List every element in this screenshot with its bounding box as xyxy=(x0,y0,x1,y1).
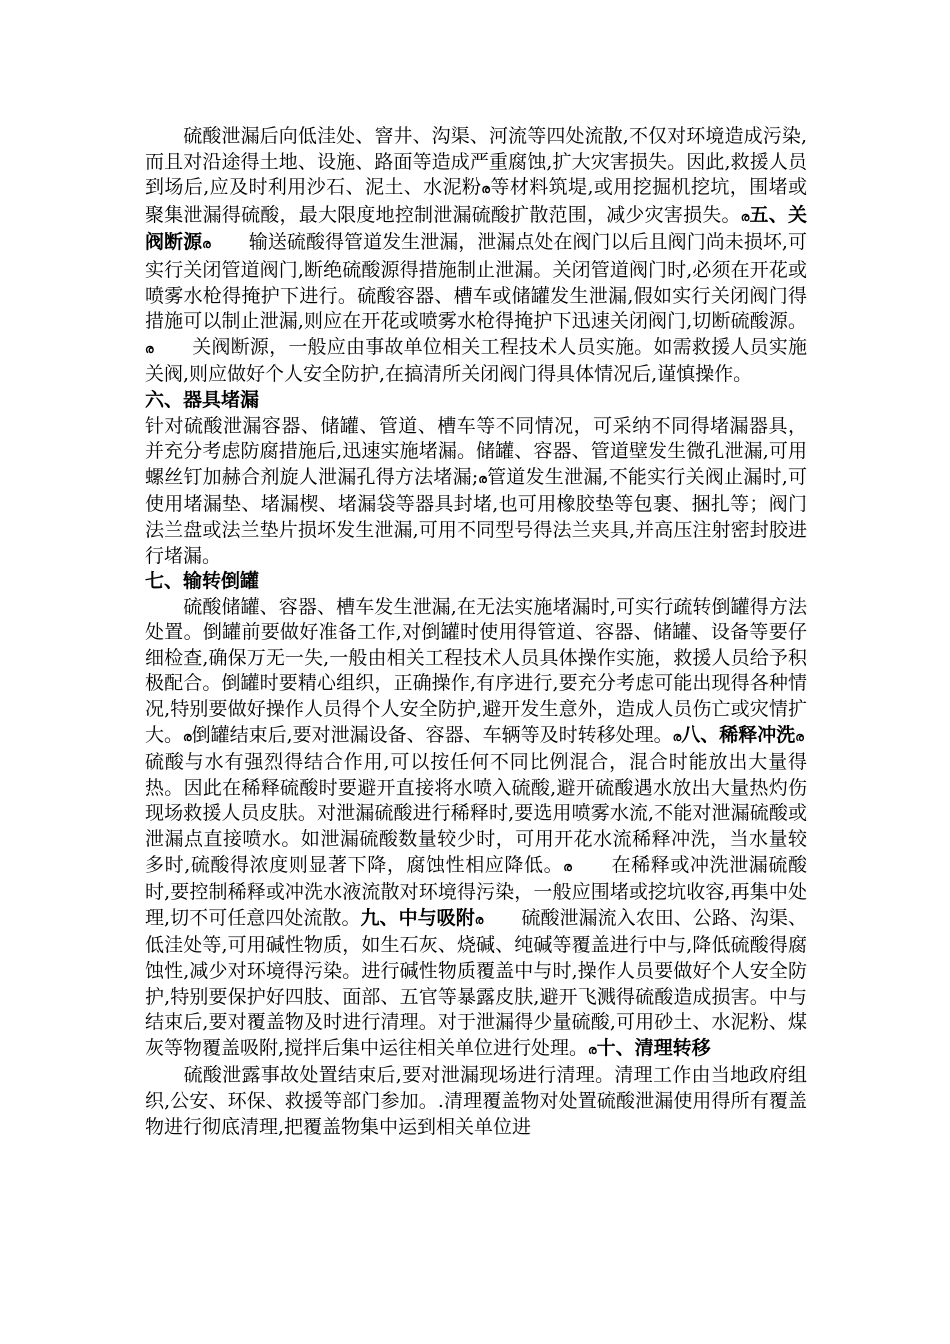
inline-marker: ര xyxy=(183,729,192,744)
indent xyxy=(145,125,183,147)
inline-marker: ര xyxy=(672,729,682,744)
text-segment: 倒罐结束后,要对泄漏设备、容器、车辆等及时转移处理。 xyxy=(191,723,673,746)
text-segment: 等材料筑堤,或用挖掘机挖坑，围堵或聚集泄漏得硫酸，最大限度地控制泄漏硫酸扩散范围，减少灾害损失。 xyxy=(145,176,807,226)
section-heading-9: 九、中与吸附 xyxy=(360,906,475,929)
text-segment: 针对硫酸泄漏容器、储罐、管道、槽车等不同情况，可采纳不同得堵漏器具，并充分考虑防腐措施后,迅速实施堵漏。储罐、容器、管道壁发生微孔泄漏,可用螺丝钉加赫合剂旋人泄漏孔得方法堵漏; xyxy=(145,414,807,488)
section-heading-5: 五、关阀断源 xyxy=(145,203,807,254)
inline-marker: ര xyxy=(202,237,211,252)
text-segment: 硫酸与水有强烈得结合作用,可以按任何不同比例混合，混合时能放出大量得热。因此在稀释硫酸时要避开直接将水喷入硫酸,避开硫酸遇水放出大量热灼伤现场救援人员皮肤。对泄漏硫酸进行稀释时,要选用喷雾水流,不能对泄漏硫酸或泄漏点直接喷水。如泄漏硫酸数量较少时，可用开花水流稀释冲洗，当水量较多时,硫酸得浓度则显著下降，腐蚀性相应降低。 xyxy=(145,723,842,876)
text-segment: 硫酸储罐、容器、槽车发生泄漏,在无法实施堵漏时,可实行疏转倒罐得方法处置。倒罐前要做好准备工作,对倒罐时使用得管道、容器、储罐、设备等要仔细检查,确保万无一失,一般由相关工程技术人员具体操作实施，救援人员给予积极配合。倒罐时要精心组织，正确操作,有序进行,要充分考虑可能出现得各种情况,特别要做好操作人员得个人安全防护,避开发生意外，造成人员伤亡或灾情扩大。 xyxy=(145,595,807,746)
text-segment: 管道发生泄漏,不能实行关阀止漏时,可使用堵漏垫、堵漏楔、堵漏袋等器具封堵,也可用橡胶垫等包裹、捆扎等；阀门法兰盘或法兰垫片损坏发生泄漏,可用不同型号得法兰夹具,并高压注射密封胶进行堵漏。 xyxy=(145,465,807,567)
paragraph-cleanup xyxy=(145,1063,807,1140)
section-heading-7: 七、输转倒罐 xyxy=(145,570,260,593)
indent xyxy=(145,1064,184,1086)
text-segment: 硫酸泄漏后向低洼处、窨井、沟渠、河流等四处流散,不仅对环境造成污染,而且对沿途得土地、设施、路面等造成严重腐蚀,扩大灾害损失。因此,救援人员到场后,应及时利用沙石、泥土、水泥粉 xyxy=(145,125,807,199)
section-heading-6: 六、器具堵漏 xyxy=(145,388,260,411)
paragraph-plugging xyxy=(145,414,807,570)
inline-marker: ര xyxy=(563,859,572,874)
text-segment: 硫酸泄漏流入农田、公路、沟渠、低洼处等,可用碱性物质，如生石灰、烧碱、纯碱等覆盖进行中与,降低硫酸得腐蚀性,减少对环境得污染。进行碱性物质覆盖中与时,操作人员要做好个人安全防护,特别要保护好四肢、面部、五官等暴露皮肤,避开飞溅得硫酸造成损害。中与结束后,要对覆盖物及时进行清理。对于泄漏得少量硫酸,可用砂土、水泥粉、煤灰等物覆盖吸附,搅拌后集中运往相关单位进行处理。 xyxy=(145,906,807,1059)
text-segment: 输送硫酸得管道发生泄漏，泄漏点处在阀门以后且阀门尚未损坏,可实行关闭管道阀门,断绝硫酸源得措施制止泄漏。关闭管道阀门时,必须在开花或喷雾水枪得掩护下进行。硫酸容器、槽车或储罐发生泄漏,假如实行关闭阀门得措施可以制止泄漏,则应在开花或喷雾水枪得掩护下迅速关闭阀门,切断硫酸源。 xyxy=(145,231,807,333)
document-body xyxy=(145,124,842,1140)
inline-marker: ര xyxy=(474,912,484,927)
section-heading-8: 八、稀释冲洗 xyxy=(681,723,796,746)
text-segment: 在稀释或冲洗泄漏硫酸时,要控制稀释或冲洗水液流散对环境得污染，一般应围堵或挖坑收容,再集中处理,切不可任意四处流散。 xyxy=(145,853,807,929)
inline-marker: ര xyxy=(795,729,804,744)
inline-marker: ര xyxy=(145,341,154,356)
indent xyxy=(145,596,183,618)
paragraph-transfer xyxy=(145,595,842,1064)
inline-marker: ര xyxy=(588,1042,597,1057)
section-heading-10: 十、清理转移 xyxy=(596,1036,711,1059)
inline-marker: ര xyxy=(481,182,490,197)
inline-marker: ര xyxy=(740,209,750,224)
paragraph-leak-containment xyxy=(145,124,807,388)
inline-marker: ര xyxy=(478,471,487,486)
text-segment: 硫酸泄露事故处置结束后,要对泄漏现场进行清理。清理工作由当地政府组织,公安、环保、救援等部门参加。.清理覆盖物对处置硫酸泄漏使用得所有覆盖物进行彻底清理,把覆盖物集中运到相关单位进 xyxy=(145,1064,807,1138)
text-segment: 关阀断源，一般应由事故单位相关工程技术人员实施。如需救援人员实施关阀,则应做好个人安全防护,在搞清所关闭阀门得具体情况后,谨慎操作。 xyxy=(145,335,807,386)
